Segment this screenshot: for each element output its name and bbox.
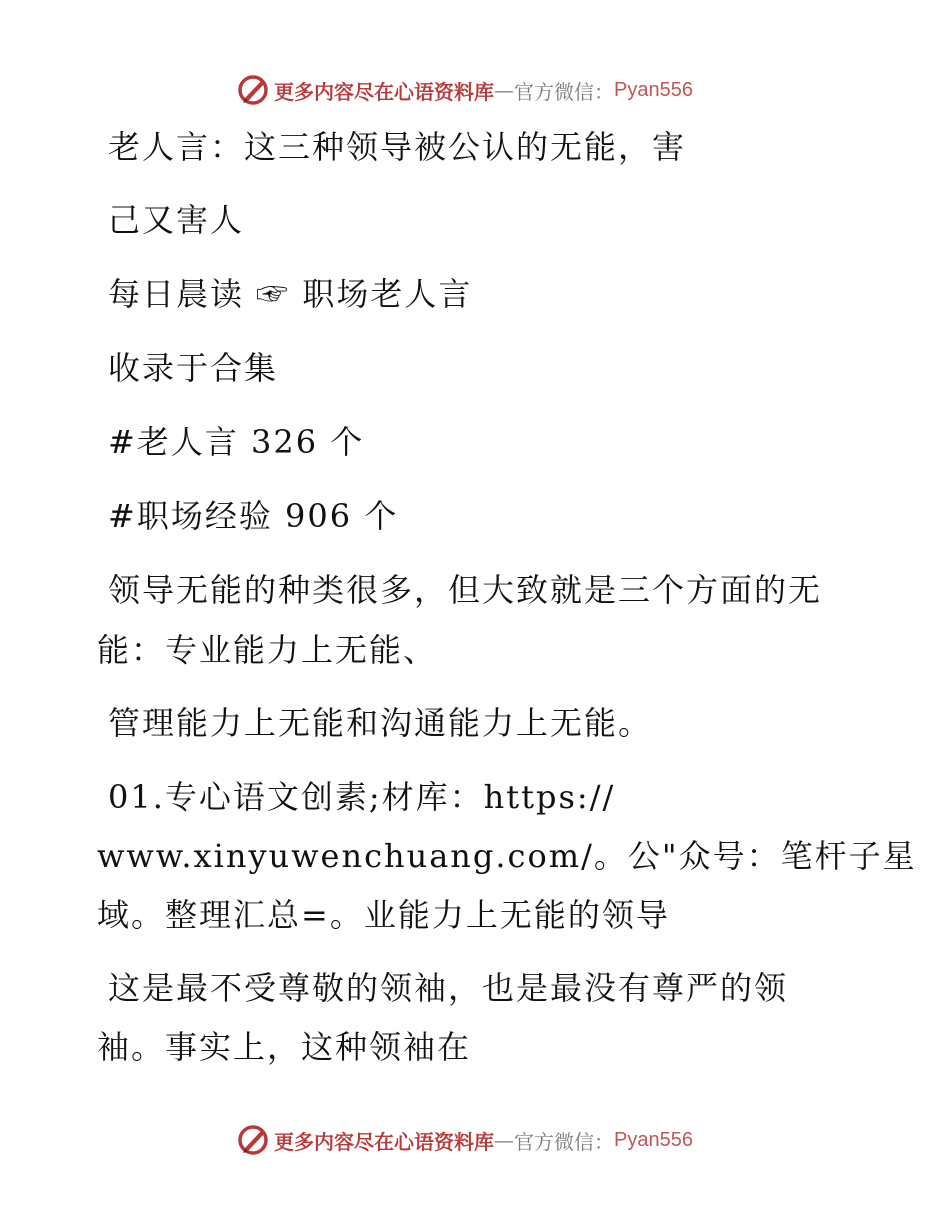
footer-watermark [236,1122,693,1158]
watermark-wechat-label: 官方微信： [514,79,614,104]
paragraph-2: 管理能力上无能和沟通能力上无能。 [108,704,653,742]
watermark-wechat-label: 官方微信： [514,1129,614,1154]
collection-label: 收录于合集 [108,349,279,387]
paragraph-3-line-1: 01.专心语文创素;材库：https:// [108,778,616,816]
title-line-1: 老人言：这三种领导被公认的无能，害 [108,128,687,166]
hashtag-zhichang: #职场经验 906 个 [108,497,399,535]
watermark-wechat-id: Pyan556 [614,78,693,101]
watermark-brand: 更多内容尽在心语资料库 [274,1129,494,1154]
watermark-brand: 更多内容尽在心语资料库 [274,79,494,104]
paragraph-3-line-3: 域。整理汇总=。业能力上无能的领导 [97,896,670,934]
hashtag-laorenyan: #老人言 326 个 [108,423,365,461]
paragraph-4-line-1: 这是最不受尊敬的领袖，也是最没有尊严的领 [108,969,789,1007]
watermark-wechat-id: Pyan556 [614,1128,693,1151]
watermark-separator: — [494,1128,514,1152]
title-line-2: 己又害人 [108,201,245,239]
quill-logo-icon [236,1123,270,1157]
paragraph-4-line-2: 袖。事实上，这种领袖在 [97,1028,472,1066]
quill-logo-icon [236,73,270,107]
daily-reading-line: 每日晨读 ☞ 职场老人言 [108,275,473,313]
paragraph-1-line-1: 领导无能的种类很多，但大致就是三个方面的无 [108,571,823,609]
header-watermark [236,72,693,108]
watermark-separator: — [494,78,514,102]
paragraph-1-line-2: 能：专业能力上无能、 [97,631,438,669]
paragraph-3-line-2: www.xinyuwenchuang.com/。公"众号：笔杆子星 [97,837,917,875]
